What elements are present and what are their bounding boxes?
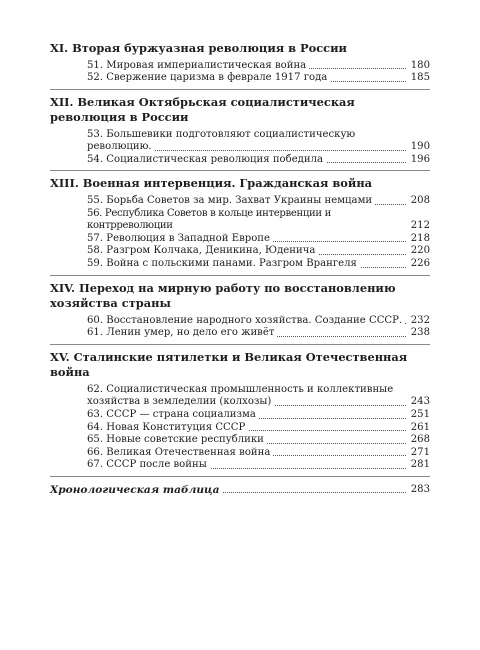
entry-page-number: 238 xyxy=(408,327,430,340)
entry-title: Новые советские республики xyxy=(106,434,264,446)
toc-entry[interactable] xyxy=(87,459,430,472)
entry-title: Хронологическая таблица xyxy=(50,484,222,496)
entry-title: Свержение царизма в феврале 1917 года xyxy=(106,72,328,84)
toc-entry[interactable] xyxy=(87,233,430,246)
toc-entry[interactable] xyxy=(87,245,430,258)
toc-entry[interactable] xyxy=(87,434,430,447)
chapter-xi xyxy=(50,41,430,89)
entry-text xyxy=(87,422,248,433)
entry-page-number: 218 xyxy=(408,233,430,246)
toc-entry[interactable] xyxy=(87,327,430,340)
entry-text xyxy=(87,154,326,165)
entry-page-number: 281 xyxy=(408,459,430,472)
entry-number: 64. xyxy=(87,421,104,433)
entry-text xyxy=(87,195,375,206)
toc-entry[interactable] xyxy=(87,72,430,85)
entry-title: СССР — страна социализма xyxy=(106,408,256,420)
chapter-xv xyxy=(50,344,430,476)
entry-number: 54. xyxy=(87,153,104,165)
toc-entry[interactable] xyxy=(87,258,430,271)
entry-page-number: 208 xyxy=(408,195,430,208)
entry-number: 67. xyxy=(87,459,104,471)
entry-text xyxy=(87,60,309,71)
entry-text xyxy=(87,409,259,420)
entry-number: 61. xyxy=(87,327,104,339)
entry-title: Большевики подготовляют социалистическую революцию. xyxy=(87,128,356,153)
entry-title: Социалистическая революция победила xyxy=(106,153,324,165)
toc-entry[interactable] xyxy=(87,384,430,409)
entry-title: Ленин умер, но дело его живёт xyxy=(106,327,275,339)
entry-number: 55. xyxy=(87,194,104,206)
chapter-title[interactable]: XI. Вторая буржуазная революция в России xyxy=(50,41,347,55)
chapter-title[interactable]: XV. Сталинские пятилетки и Великая Отечественная война xyxy=(50,349,408,380)
entry-text xyxy=(87,208,331,232)
chapter-title[interactable]: XIV. Переход на мирную работу по восстановлению хозяйства страны xyxy=(50,280,396,311)
toc-entry[interactable] xyxy=(87,447,430,460)
chapter-title[interactable]: XII. Великая Октябрьская социалистическая революция в России xyxy=(50,94,355,125)
entry-page-number: 243 xyxy=(408,396,430,409)
chapter-entries xyxy=(50,60,430,85)
entry-text xyxy=(87,129,355,153)
entry-number: 63. xyxy=(87,408,104,420)
entry-page-number: 220 xyxy=(408,245,430,258)
entry-text xyxy=(87,245,318,256)
entry-text xyxy=(87,315,405,326)
entry-page-number: 268 xyxy=(408,434,430,447)
chronological-table-section xyxy=(50,476,430,497)
entry-number: 65. xyxy=(87,434,104,446)
entry-text xyxy=(87,258,360,269)
chapter-title[interactable]: XIII. Военная интервенция. Гражданская война xyxy=(50,176,373,191)
entry-page-number: 261 xyxy=(408,422,430,435)
entry-title: Восстановление народного хозяйства. Создание СССР. xyxy=(106,314,403,326)
entry-title: Великая Отечественная война xyxy=(106,446,271,458)
chapter-entries xyxy=(50,315,430,340)
entry-page-number: 180 xyxy=(408,60,430,73)
toc-entry[interactable] xyxy=(87,60,430,73)
toc-entry[interactable] xyxy=(87,154,430,167)
entry-title: Война с польскими панами. Разгром Врангеля xyxy=(106,257,357,269)
toc-entry[interactable] xyxy=(87,195,430,208)
toc-entry[interactable] xyxy=(87,129,430,154)
entry-text xyxy=(87,447,273,458)
entry-text xyxy=(87,72,330,83)
entry-number: 60. xyxy=(87,314,104,326)
entry-number: 56. xyxy=(87,207,103,219)
entry-page-number: 190 xyxy=(408,141,430,154)
entry-number: 66. xyxy=(87,446,104,458)
entry-page-number: 283 xyxy=(408,484,430,497)
chapter-entries xyxy=(50,384,430,472)
entry-page-number: 196 xyxy=(408,154,430,167)
table-of-contents xyxy=(50,41,430,496)
entry-title: Революция в Западной Европе xyxy=(106,232,270,244)
entry-text xyxy=(87,233,273,244)
entry-title: Республика Советов в кольце интервенции и контрреволюции xyxy=(87,207,331,232)
entry-text xyxy=(87,384,393,408)
entry-number: 58. xyxy=(87,245,104,257)
toc-entry[interactable] xyxy=(87,422,430,435)
entry-title: Социалистическая промышленность и коллективные хозяйства в земледелии (колхозы) xyxy=(87,383,394,408)
toc-entry[interactable] xyxy=(87,315,430,328)
entry-number: 53. xyxy=(87,128,104,140)
entry-text xyxy=(87,327,277,338)
entry-number: 51. xyxy=(87,59,104,71)
chapter-entries xyxy=(50,129,430,167)
chapter-xiii xyxy=(50,170,430,274)
entry-number: 52. xyxy=(87,72,104,84)
entry-page-number: 232 xyxy=(408,315,430,328)
entry-title: СССР после войны xyxy=(106,459,207,471)
entry-title: Разгром Колчака, Деникина, Юденича xyxy=(106,245,316,257)
entry-number: 59. xyxy=(87,257,104,269)
entry-page-number: 271 xyxy=(408,447,430,460)
entry-title: Мировая империалистическая война xyxy=(106,59,307,71)
entry-page-number: 251 xyxy=(408,409,430,422)
entry-number: 62. xyxy=(87,383,104,395)
entry-page-number: 226 xyxy=(408,258,430,271)
entry-text xyxy=(87,434,267,445)
toc-entry-chronology[interactable] xyxy=(50,484,430,497)
entry-title: Борьба Советов за мир. Захват Украины немцами xyxy=(106,194,373,206)
entry-page-number: 212 xyxy=(410,220,430,232)
toc-entry[interactable] xyxy=(87,409,430,422)
chapter-xii xyxy=(50,89,430,171)
entry-title: Новая Конституция СССР xyxy=(106,421,246,433)
entry-text xyxy=(87,459,210,470)
chapter-entries xyxy=(50,195,430,271)
chapter-xiv xyxy=(50,275,430,344)
entry-page-number: 185 xyxy=(408,72,430,85)
entry-number: 57. xyxy=(87,232,104,244)
toc-entry[interactable] xyxy=(87,208,430,233)
